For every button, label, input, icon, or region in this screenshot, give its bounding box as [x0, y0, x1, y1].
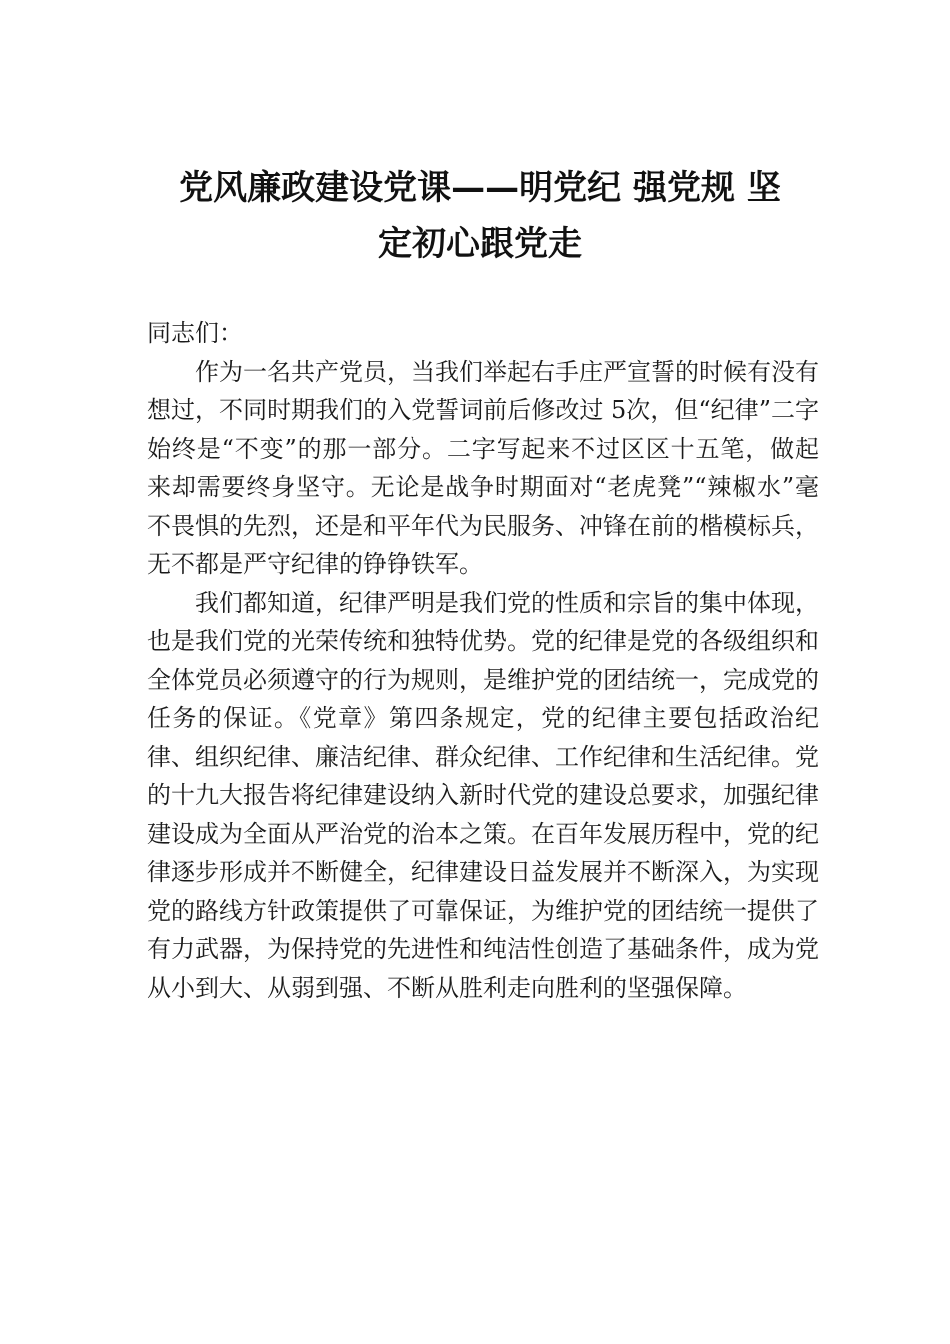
salutation: 同志们：: [147, 319, 243, 347]
document-body: [147, 314, 819, 1007]
paragraph-2: 我们都知道，纪律严明是我们党的性质和宗旨的集中体现，也是我们党的光荣传统和独特优势。党的纪律是党的各级组织和全体党员必须遵守的行为规则，是维护党的团结统一，完成党的任务的保证。《党章》第四条规定，党的纪律主要包括政治纪律、组织纪律、廉洁纪律、群众纪律、工作纪律和生活纪律。党的十九大报告将纪律建设纳入新时代党的建设总要求，加强纪律建设成为全面从严治党的治本之策。在百年发展历程中，党的纪律逐步形成并不断健全，纪律建设日益发展并不断深入，为实现党的路线方针政策提供了可靠保证，为维护党的团结统一提供了有力武器，为保持党的先进性和纯洁性创造了基础条件，成为党从小到大、从弱到强、不断从胜利走向胜利的坚强保障。: [147, 588, 819, 1002]
paragraph-1: 作为一名共产党员，当我们举起右手庄严宣誓的时候有没有想过，不同时期我们的入党誓词前后修改过 5次，但“纪律”二字始终是“不变”的那一部分。二字写起来不过区区十五笔，做起来却需要终身坚守。无论是战争时期面对“老虎凳”“辣椒水”毫不畏惧的先烈，还是和平年代为民服务、冲锋在前的楷模标兵，无不都是严守纪律的铮铮铁军。: [147, 357, 819, 578]
title-line-1: 党风廉政建设党课——明党纪 强党规 坚: [179, 168, 781, 208]
document-title: [140, 160, 820, 272]
title-line-2: 定初心跟党走: [378, 224, 582, 264]
